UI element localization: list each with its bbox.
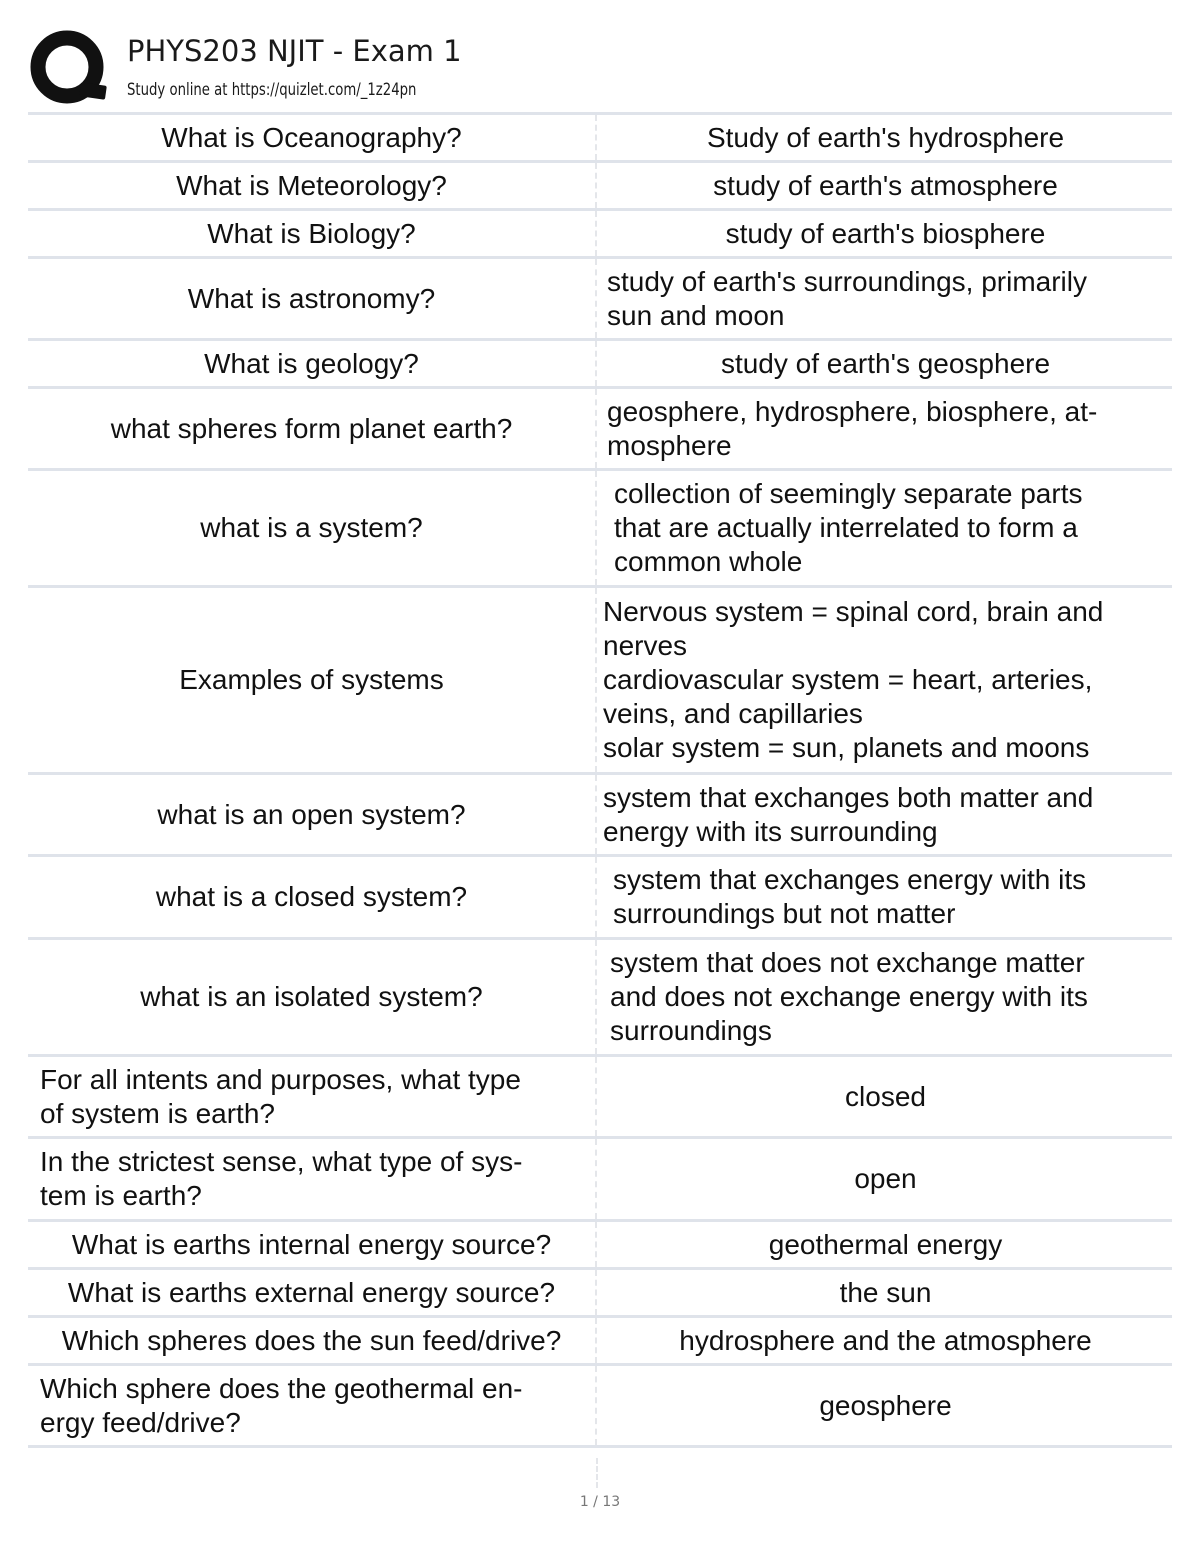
definition-cell — [597, 1366, 1172, 1445]
term-text: What is Biology? — [207, 217, 416, 249]
definition-text: hydrosphere and the atmosphere — [679, 1324, 1092, 1356]
definition-cell — [597, 1057, 1172, 1136]
page-title: PHYS203 NJIT - Exam 1 — [127, 34, 462, 68]
table-row — [28, 1318, 1172, 1366]
table-row — [28, 588, 1172, 775]
table-row — [28, 389, 1172, 471]
definition-cell — [597, 1318, 1172, 1363]
term-text: what is an open system? — [157, 798, 466, 830]
table-row — [28, 1270, 1172, 1318]
term-cell — [28, 341, 597, 386]
definition-cell — [597, 389, 1172, 468]
table-row — [28, 211, 1172, 259]
table-row — [28, 163, 1172, 211]
table-row — [28, 857, 1172, 940]
term-cell — [28, 940, 597, 1054]
term-text: Examples of systems — [179, 664, 444, 695]
table-row — [28, 940, 1172, 1057]
definition-text: study of earth's surroundings, primarily sun and moon — [607, 265, 1087, 331]
definition-text: study of earth's geosphere — [720, 347, 1051, 379]
definition-text: Study of earth's hydrosphere — [706, 121, 1065, 153]
table-row — [28, 115, 1172, 163]
term-cell — [28, 1222, 597, 1267]
definition-cell — [597, 1139, 1172, 1219]
definition-cell — [597, 163, 1172, 208]
definition-text: geosphere — [819, 1389, 952, 1421]
term-cell — [28, 211, 597, 256]
term-text: What is astronomy? — [187, 282, 436, 314]
term-text: In the strictest sense, what type of sys- tem is earth? — [40, 1146, 523, 1211]
table-row — [28, 1139, 1172, 1222]
term-text: For all intents and purposes, what type of system is earth? — [40, 1063, 521, 1129]
term-text: What is Oceanography? — [161, 121, 462, 153]
term-cell — [28, 775, 597, 854]
definition-text: collection of seemingly separate parts that are actually interrelated to form a common whole — [614, 478, 1083, 577]
study-online-link[interactable]: Study online at https://quizlet.com/_1z24pn — [127, 80, 417, 100]
term-cell — [28, 259, 597, 338]
definition-text: geothermal energy — [768, 1228, 1003, 1260]
definition-cell — [597, 1222, 1172, 1267]
definition-text: system that exchanges energy with its surroundings but not matter — [613, 864, 1087, 929]
definition-text: Nervous system = spinal cord, brain and nerves cardiovascular system = heart, arteries, veins, and capillaries solar system = sun, planets and moons — [603, 596, 1104, 763]
term-cell — [28, 389, 597, 468]
definition-cell — [597, 588, 1172, 772]
table-row — [28, 341, 1172, 389]
definition-text: system that exchanges both matter and energy with its surrounding — [603, 781, 1094, 847]
term-cell — [28, 1057, 597, 1136]
table-row — [28, 471, 1172, 588]
term-cell — [28, 1270, 597, 1315]
table-row — [28, 1057, 1172, 1139]
term-cell — [28, 471, 597, 585]
term-text: What is geology? — [204, 347, 419, 379]
page-indicator: 1 / 13 — [579, 1494, 621, 1510]
table-row — [28, 259, 1172, 341]
flashcard-table — [28, 112, 1172, 1448]
definition-cell — [597, 115, 1172, 160]
term-cell — [28, 1318, 597, 1363]
term-cell — [28, 1139, 597, 1219]
definition-cell — [597, 940, 1172, 1054]
definition-text: geosphere, hydrosphere, biosphere, at- mosphere — [607, 395, 1098, 461]
definition-cell — [597, 211, 1172, 256]
table-row — [28, 775, 1172, 857]
definition-cell — [597, 857, 1172, 937]
definition-text: the sun — [839, 1276, 932, 1308]
term-text: What is earths external energy source? — [67, 1276, 556, 1308]
definition-cell — [597, 471, 1172, 585]
table-row — [28, 1222, 1172, 1270]
term-cell — [28, 857, 597, 937]
term-cell — [28, 1366, 597, 1445]
term-text: what spheres form planet earth? — [110, 412, 513, 444]
definition-cell — [597, 341, 1172, 386]
term-text: What is Meteorology? — [176, 169, 447, 201]
term-cell — [28, 115, 597, 160]
definition-text: open — [854, 1163, 917, 1194]
definition-cell — [597, 775, 1172, 854]
term-text: Which spheres does the sun feed/drive? — [61, 1324, 562, 1356]
definition-text: study of earth's biosphere — [725, 217, 1046, 249]
table-row — [28, 1366, 1172, 1448]
definition-cell — [597, 1270, 1172, 1315]
definition-text: system that does not exchange matter and does not exchange energy with its surroundings — [610, 947, 1088, 1046]
term-text: What is earths internal energy source? — [71, 1228, 552, 1260]
quizlet-logo-icon — [30, 30, 108, 108]
definition-text: study of earth's atmosphere — [713, 169, 1058, 201]
term-text: Which sphere does the geothermal en- ergy feed/drive? — [40, 1372, 523, 1438]
definition-cell — [597, 259, 1172, 338]
term-cell — [28, 163, 597, 208]
term-text: what is a system? — [200, 512, 423, 543]
definition-text: closed — [845, 1080, 926, 1112]
term-cell — [28, 588, 597, 772]
term-text: what is a closed system? — [155, 881, 468, 912]
column-divider — [596, 1458, 598, 1488]
term-text: what is an isolated system? — [140, 981, 483, 1012]
